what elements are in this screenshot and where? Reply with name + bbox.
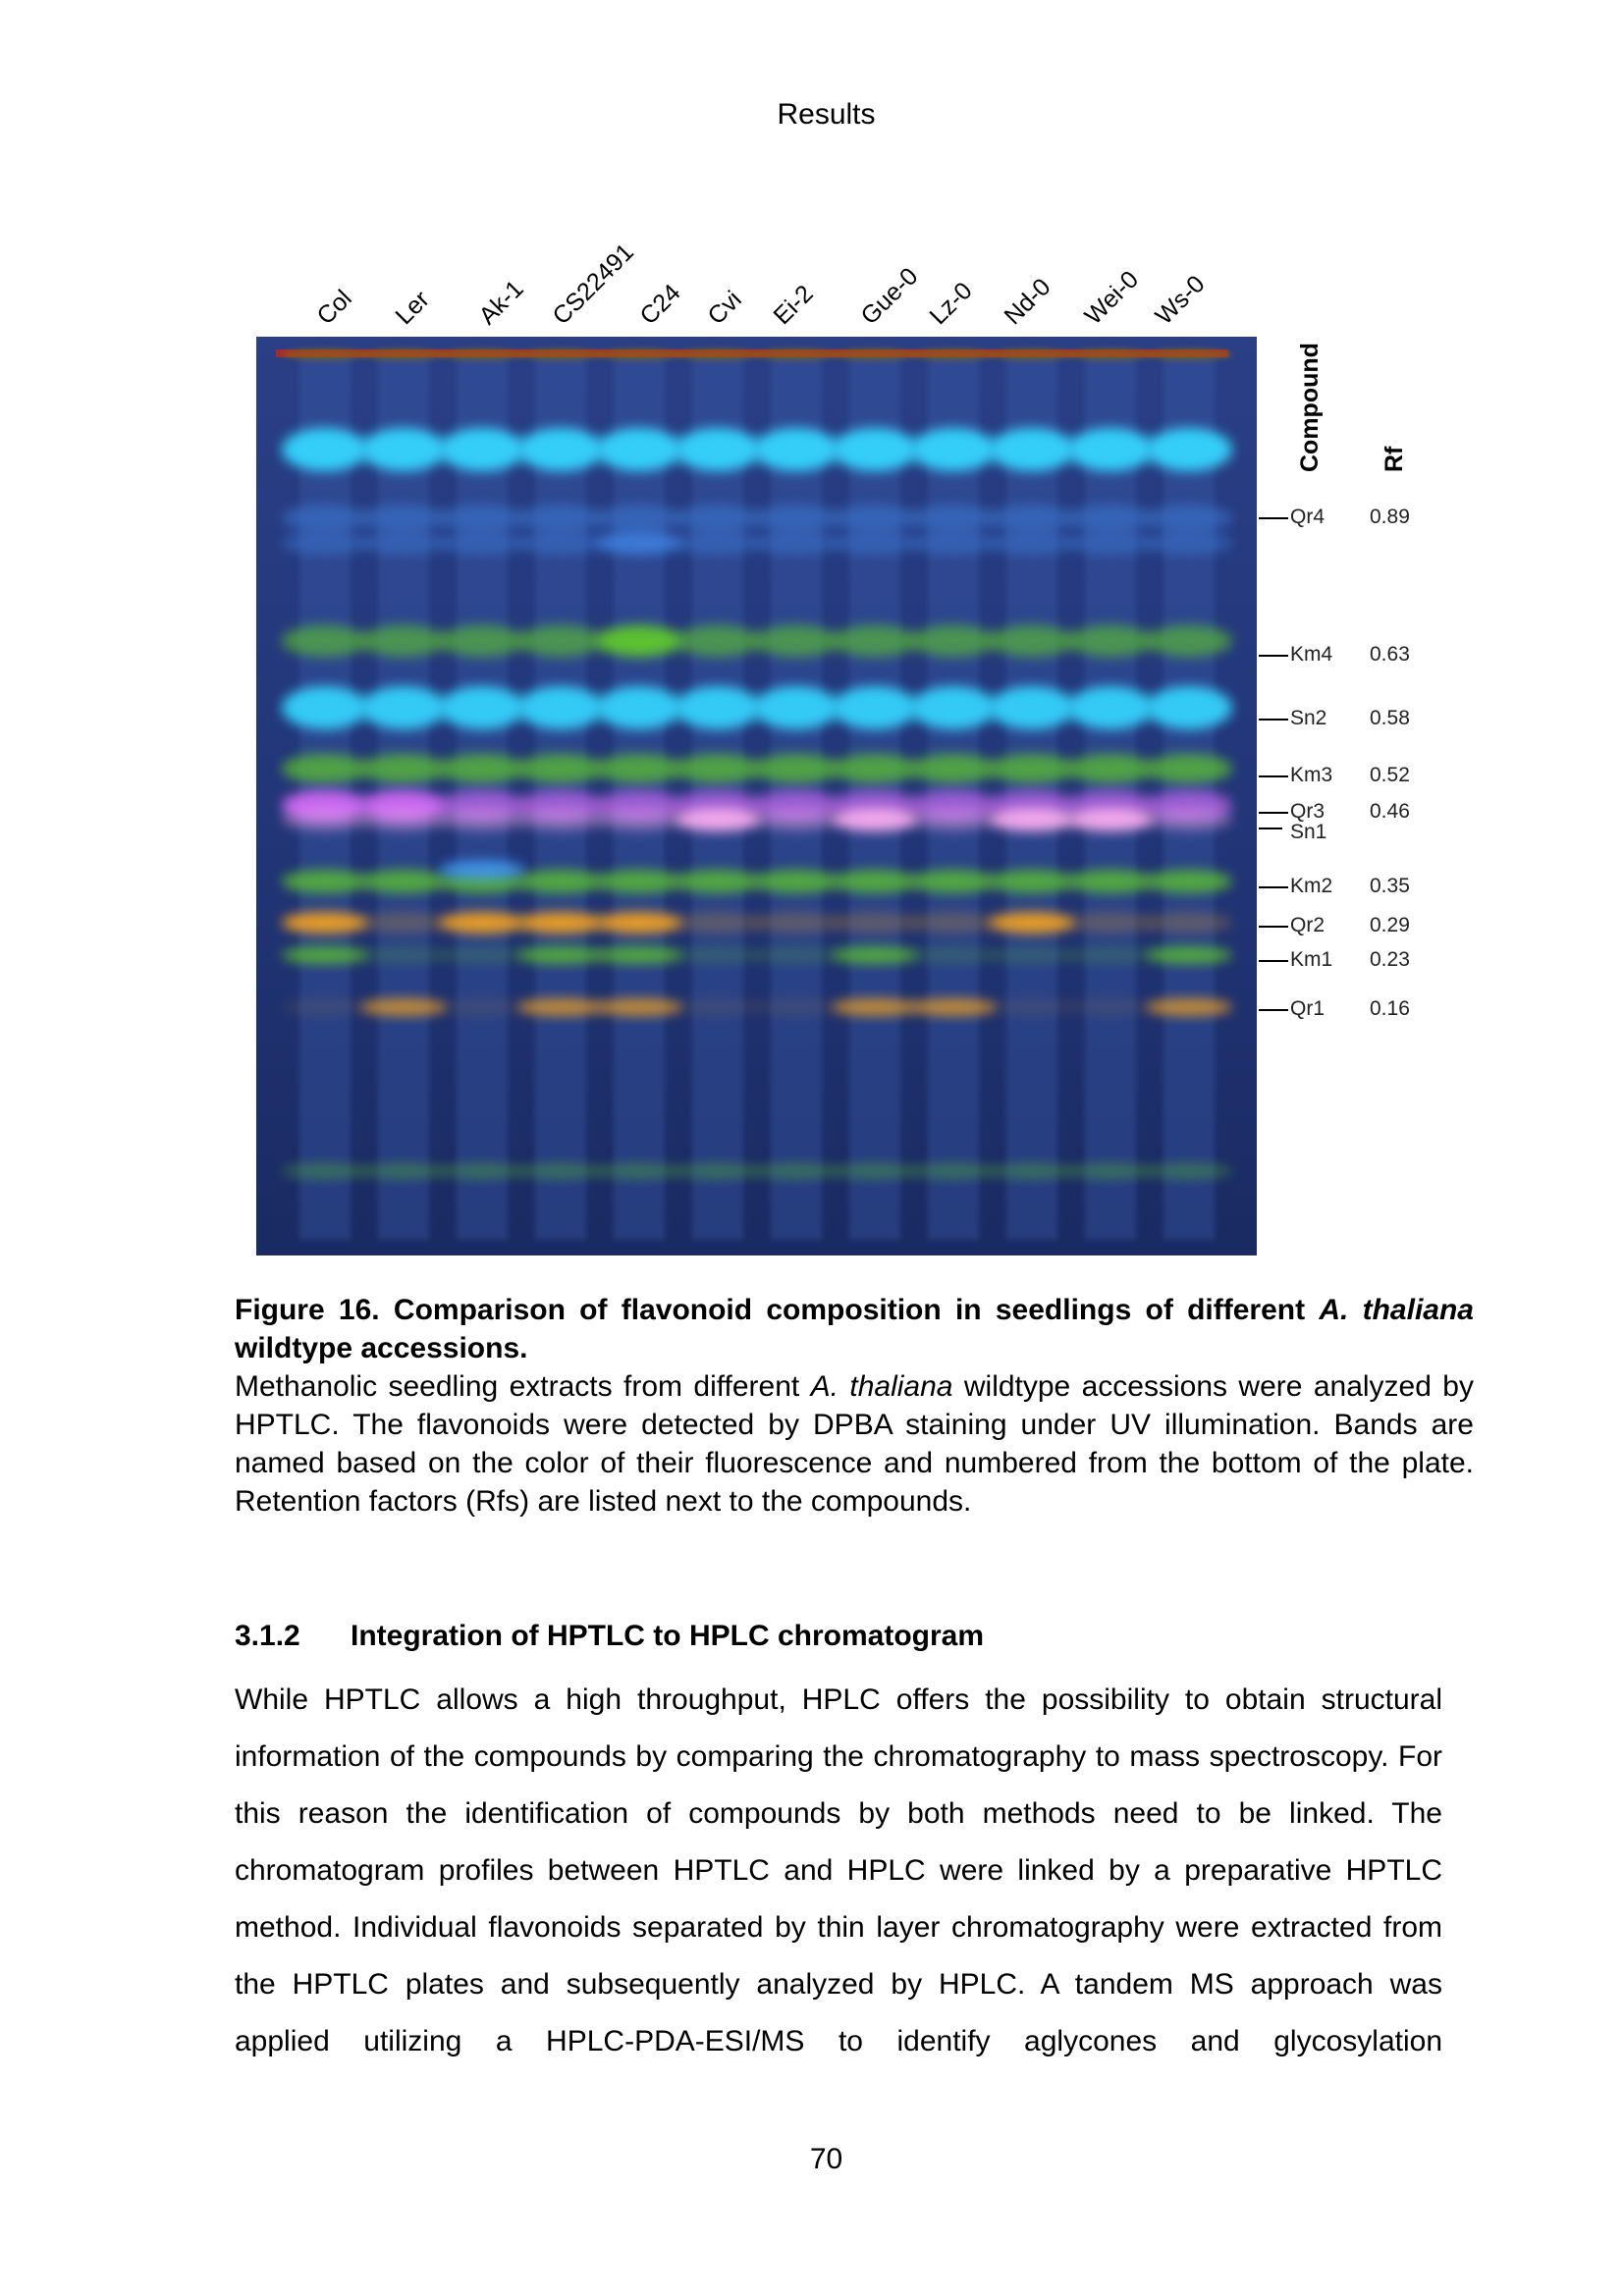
plate-band: [675, 348, 761, 360]
compound-marker: [1259, 655, 1288, 657]
caption-body-text: Methanolic seedling extracts from different: [235, 1370, 800, 1403]
plate-band: [1067, 912, 1154, 934]
plate-band: [910, 505, 997, 532]
plate-band: [1067, 428, 1154, 471]
compound-rf: 0.23: [1370, 948, 1410, 971]
plate-band: [439, 946, 525, 964]
plate-band: [753, 686, 839, 729]
plate-band: [282, 754, 368, 783]
plate-band: [596, 428, 682, 471]
plate-band: [1146, 686, 1232, 729]
plate-band: [360, 686, 447, 729]
plate-band: [517, 754, 604, 783]
plate-band: [675, 946, 761, 964]
plate-band: [832, 754, 918, 783]
plate-band: [910, 808, 997, 831]
plate-band: [832, 870, 918, 893]
plate-band: [1146, 998, 1232, 1016]
plate-band: [282, 531, 368, 555]
plate-band: [1067, 531, 1154, 555]
plate-band: [439, 754, 525, 783]
compound-marker: [1259, 775, 1288, 777]
plate-band: [1067, 505, 1154, 532]
plate-band: [596, 625, 682, 657]
plate-band: [360, 348, 447, 360]
compound-rf: 0.35: [1370, 875, 1410, 897]
compound-name: Km2: [1290, 875, 1333, 897]
plate-band: [439, 531, 525, 555]
compound-rf: 0.16: [1370, 997, 1410, 1020]
plate-band: [282, 348, 368, 360]
plate-band: [596, 531, 682, 555]
plate-band: [517, 531, 604, 555]
plate-band: [439, 808, 525, 831]
plate-band: [753, 531, 839, 555]
lane-label: Gue-0: [855, 262, 924, 331]
compound-rf: 0.58: [1370, 707, 1410, 729]
plate-band: [282, 686, 368, 729]
compound-name: Qr3: [1290, 800, 1325, 823]
compound-rf: 0.89: [1370, 506, 1410, 528]
plate-band: [439, 348, 525, 360]
plate-band: [1067, 870, 1154, 893]
plate-band: [360, 870, 447, 893]
plate-band: [910, 428, 997, 471]
plate-band: [753, 428, 839, 471]
plate-band: [282, 998, 368, 1016]
plate-band: [1146, 870, 1232, 893]
caption-title-text-2: wildtype accessions.: [235, 1332, 528, 1364]
plate-band: [439, 1163, 525, 1179]
plate-band: [282, 428, 368, 471]
lane-label: Cvi: [702, 285, 747, 331]
caption-body: [235, 1367, 1474, 1521]
compound-name: Km3: [1290, 764, 1333, 786]
plate-band: [753, 946, 839, 964]
plate-band: [675, 505, 761, 532]
plate-band: [596, 505, 682, 532]
section-number: 3.1.2: [235, 1620, 300, 1652]
plate-band: [360, 808, 447, 831]
plate-band: [753, 1163, 839, 1179]
plate-band: [1067, 625, 1154, 657]
plate-band: [439, 998, 525, 1016]
plate-band: [675, 1163, 761, 1179]
plate-band: [517, 348, 604, 360]
compound-marker: [1259, 960, 1288, 962]
page-number: 70: [809, 2143, 843, 2175]
plate-band: [832, 686, 918, 729]
plate-band: [596, 1163, 682, 1179]
compound-marker: [1259, 812, 1288, 814]
plate-band: [517, 428, 604, 471]
plate-band: [360, 531, 447, 555]
plate-band: [282, 912, 368, 934]
plate-band: [439, 860, 525, 880]
plate-band: [1146, 1163, 1232, 1179]
plate-band: [753, 998, 839, 1016]
plate-band: [989, 912, 1075, 934]
compound-name: Qr2: [1290, 914, 1325, 936]
compound-name: Km4: [1290, 643, 1333, 666]
compound-column-header: Compound: [1296, 343, 1324, 472]
plate-band: [517, 912, 604, 934]
plate-band: [1067, 946, 1154, 964]
caption-title: [235, 1291, 1474, 1367]
plate-band: [517, 625, 604, 657]
plate-band: [675, 870, 761, 893]
plate-band: [675, 686, 761, 729]
plate-band: [1146, 625, 1232, 657]
compound-name: Sn2: [1290, 707, 1327, 729]
plate-band: [989, 348, 1075, 360]
plate-band: [596, 912, 682, 934]
lane-label: Nd-0: [999, 273, 1056, 331]
plate-band: [910, 1163, 997, 1179]
plate-band: [753, 754, 839, 783]
plate-band: [1067, 348, 1154, 360]
plate-band: [282, 808, 368, 831]
plate-band: [517, 998, 604, 1016]
plate-band: [596, 754, 682, 783]
plate-band: [989, 946, 1075, 964]
plate-band: [517, 870, 604, 893]
compound-marker: [1259, 828, 1282, 829]
plate-band: [753, 870, 839, 893]
compound-name: Sn1: [1290, 821, 1327, 843]
lane-label: CS22491: [547, 238, 640, 331]
compound-marker: [1259, 926, 1288, 928]
compound-rf: 0.52: [1370, 764, 1410, 786]
plate-band: [832, 531, 918, 555]
compound-rf: 0.63: [1370, 643, 1410, 666]
plate-band: [596, 808, 682, 831]
plate-band: [989, 428, 1075, 471]
plate-band: [517, 1163, 604, 1179]
plate-band: [282, 870, 368, 893]
plate-band: [675, 808, 761, 831]
plate-band: [596, 870, 682, 893]
plate-band: [675, 754, 761, 783]
plate-band: [1067, 998, 1154, 1016]
lane-label: Ak-1: [473, 275, 529, 331]
plate-band: [832, 348, 918, 360]
compound-marker: [1259, 1009, 1288, 1011]
plate-band: [989, 531, 1075, 555]
plate-band: [989, 1163, 1075, 1179]
plate-band: [1146, 348, 1232, 360]
plate-band: [910, 625, 997, 657]
plate-band: [1146, 754, 1232, 783]
hptlc-plate-image: [256, 337, 1257, 1255]
plate-band: [832, 946, 918, 964]
plate-band: [439, 625, 525, 657]
plate-band: [1146, 505, 1232, 532]
plate-band: [989, 998, 1075, 1016]
plate-band: [753, 625, 839, 657]
plate-band: [1146, 531, 1232, 555]
plate-band: [517, 686, 604, 729]
plate-band: [282, 505, 368, 532]
plate-band: [596, 348, 682, 360]
plate-band: [832, 808, 918, 831]
plate-band: [910, 348, 997, 360]
plate-band: [989, 808, 1075, 831]
body-paragraph: While HPTLC allows a high throughput, HPLC offers the possibility to obtain structural information of the compounds by comparing the chromatography to mass spectroscopy. For this reason the identification of compounds by both methods need to be linked. The chromatogram profiles between HPTLC and HPLC were linked by a preparative HPTLC method. Individual flavonoids separated by thin layer chromatography were extracted from the HPTLC plates and subsequently analyzed by HPLC. A tandem MS approach was applied utilizing a HPLC-PDA-ESI/MS to identify aglycones and glycosylation: [235, 1683, 1442, 2057]
plate-band: [360, 912, 447, 934]
plate-band: [360, 1163, 447, 1179]
plate-band: [360, 946, 447, 964]
plate-band: [753, 912, 839, 934]
plate-band: [989, 870, 1075, 893]
plate-band: [910, 912, 997, 934]
plate-band: [832, 1163, 918, 1179]
plate-band: [989, 625, 1075, 657]
plate-band: [753, 348, 839, 360]
section-heading: [235, 1620, 984, 1653]
plate-band: [910, 531, 997, 555]
section-title: Integration of HPTLC to HPLC chromatogram: [351, 1620, 984, 1652]
plate-band: [832, 428, 918, 471]
compound-marker: [1259, 886, 1288, 888]
plate-band: [910, 686, 997, 729]
plate-band: [360, 505, 447, 532]
running-header: Results: [777, 98, 876, 131]
plate-band: [1146, 946, 1232, 964]
compound-rf: 0.46: [1370, 800, 1410, 823]
caption-species: A. thaliana: [1319, 1294, 1474, 1326]
plate-band: [910, 754, 997, 783]
plate-band: [439, 428, 525, 471]
lane-label: Col: [311, 284, 357, 331]
caption-body-text-2: wildtype accessions were analyzed by HPTLC. The flavonoids were detected by DPBA staining under UV illumination. Bands are named based on the color of their fluorescence and numbered from the bottom of the plate. Retention factors (Rfs) are listed next to the compounds.: [235, 1370, 1474, 1518]
lane-label: Ws-0: [1150, 270, 1211, 331]
figure-caption: [235, 1291, 1474, 1521]
rf-column-header: Rf: [1380, 446, 1408, 472]
compound-marker: [1259, 719, 1288, 721]
plate-band: [596, 686, 682, 729]
lane-label: C24: [634, 279, 686, 331]
plate-band: [675, 998, 761, 1016]
plate-band: [675, 531, 761, 555]
plate-band: [989, 754, 1075, 783]
plate-band: [675, 912, 761, 934]
plate-band: [675, 428, 761, 471]
caption-title-text: Comparison of flavonoid composition in seedlings of different: [393, 1294, 1306, 1326]
compound-rf: 0.29: [1370, 914, 1410, 936]
plate-band: [596, 946, 682, 964]
figure-label: Figure 16.: [235, 1294, 380, 1326]
plate-band: [989, 505, 1075, 532]
plate-band: [910, 946, 997, 964]
plate-band: [675, 625, 761, 657]
caption-body-species: A. thaliana: [810, 1370, 953, 1403]
plate-band: [439, 505, 525, 532]
compound-name: Qr1: [1290, 997, 1325, 1020]
plate-band: [832, 912, 918, 934]
lane-label: Lz-0: [924, 277, 978, 331]
plate-band: [1067, 808, 1154, 831]
plate-band: [832, 998, 918, 1016]
plate-band: [910, 870, 997, 893]
plate-band: [360, 998, 447, 1016]
compound-marker: [1259, 517, 1288, 519]
plate-band: [360, 754, 447, 783]
plate-band: [1067, 686, 1154, 729]
plate-band: [1067, 754, 1154, 783]
lane-label: Wei-0: [1079, 265, 1145, 331]
plate-band: [1146, 808, 1232, 831]
plate-band: [439, 912, 525, 934]
plate-band: [1146, 428, 1232, 471]
plate-band: [360, 428, 447, 471]
plate-band: [282, 1163, 368, 1179]
plate-band: [517, 505, 604, 532]
plate-band: [753, 808, 839, 831]
lane-label: Ler: [390, 285, 435, 331]
plate-band: [517, 808, 604, 831]
compound-name: Qr4: [1290, 506, 1325, 528]
plate-band: [517, 946, 604, 964]
plate-band: [1146, 912, 1232, 934]
plate-band: [832, 505, 918, 532]
plate-band: [1067, 1163, 1154, 1179]
plate-band: [360, 625, 447, 657]
plate-band: [832, 625, 918, 657]
plate-band: [439, 686, 525, 729]
compound-name: Km1: [1290, 948, 1333, 971]
plate-band: [910, 998, 997, 1016]
plate-band: [282, 946, 368, 964]
plate-band: [282, 625, 368, 657]
plate-band: [989, 686, 1075, 729]
lane-label: Ei-2: [768, 280, 819, 331]
plate-band: [596, 998, 682, 1016]
plate-band: [753, 505, 839, 532]
